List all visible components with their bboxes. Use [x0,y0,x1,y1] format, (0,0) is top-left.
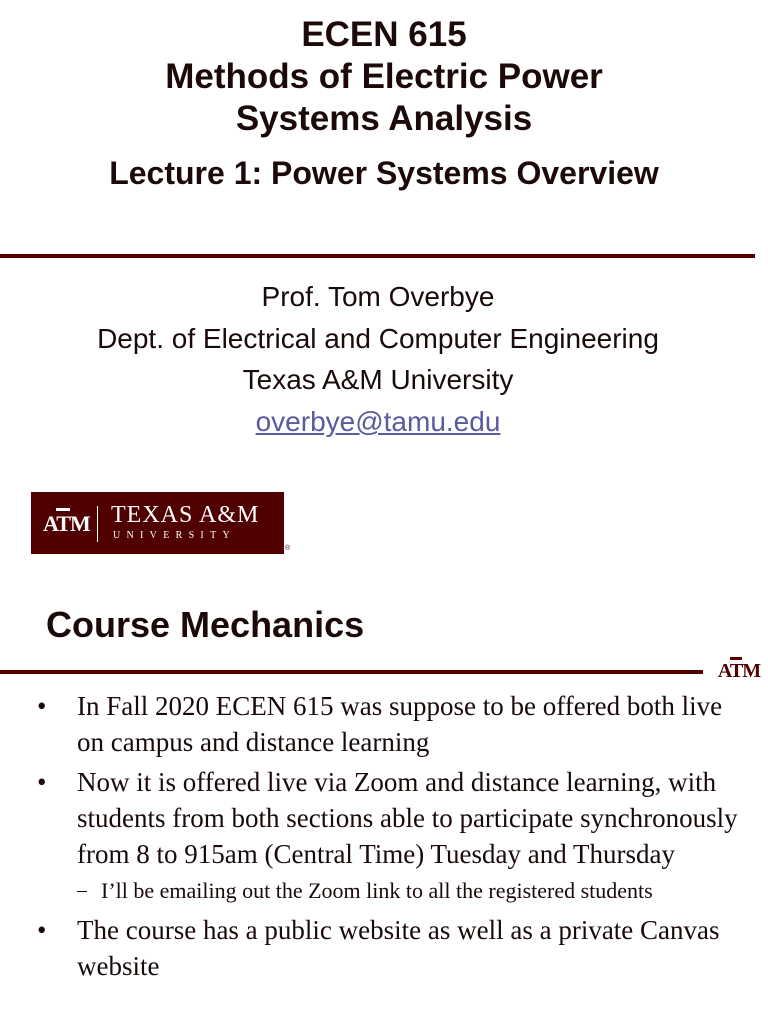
email-line [0,405,756,439]
logo-mark-a: A [43,511,57,536]
lecture-title: Lecture 1: Power Systems Overview [109,155,659,191]
dash-icon: – [77,879,87,901]
author-name: Prof. Tom Overbye [261,281,495,312]
logo-name: TEXAS A&M [111,502,260,528]
bullet-icon: • [37,691,47,721]
course-mechanics-slide [0,590,768,1024]
logo-mark-m: M [69,511,90,536]
atm-corner-icon [716,654,762,688]
department-name: Dept. of Electrical and Computer Engineering [97,323,659,354]
slide-divider [0,670,703,674]
bullet-text: The course has a public website as well as a private Canvas website [77,915,720,981]
university-name: Texas A&M University [242,364,514,395]
bullet-item [0,688,768,760]
bullet-item [0,764,768,872]
corner-mark-m: M [742,660,761,682]
logo-divider [97,506,98,542]
course-title-line-2: Systems Analysis [235,99,533,138]
registered-mark: ® [285,545,291,552]
course-title-line-1: Methods of Electric Power [165,57,603,96]
sub-bullet-text: I’ll be emailing out the Zoom link to all the registered students [101,878,653,903]
logo-subtitle: UNIVERSITY [113,530,236,541]
bullet-list [0,688,768,988]
slide-title: Course Mechanics [46,604,365,645]
bullet-text: In Fall 2020 ECEN 615 was suppose to be offered both live on campus and distance learning [77,691,723,757]
bullet-text: Now it is offered live via Zoom and distance learning, with students from both sections able to participate synchronously from 8 to 915am (Central Time) Tuesday and Thursday [77,767,738,869]
corner-mark-t: T [730,657,742,682]
corner-mark-a: A [717,660,730,682]
course-number: ECEN 615 [301,15,467,54]
bullet-item [0,912,768,984]
tamu-logo [31,492,284,554]
logo-mark-t: T [56,508,70,536]
bullet-icon: • [37,915,47,945]
email-link[interactable]: overbye@tamu.edu [255,406,501,437]
atm-logo-icon [43,506,90,542]
title-divider [0,254,755,258]
sub-bullet-item [0,876,768,906]
bullet-icon: • [37,767,47,797]
